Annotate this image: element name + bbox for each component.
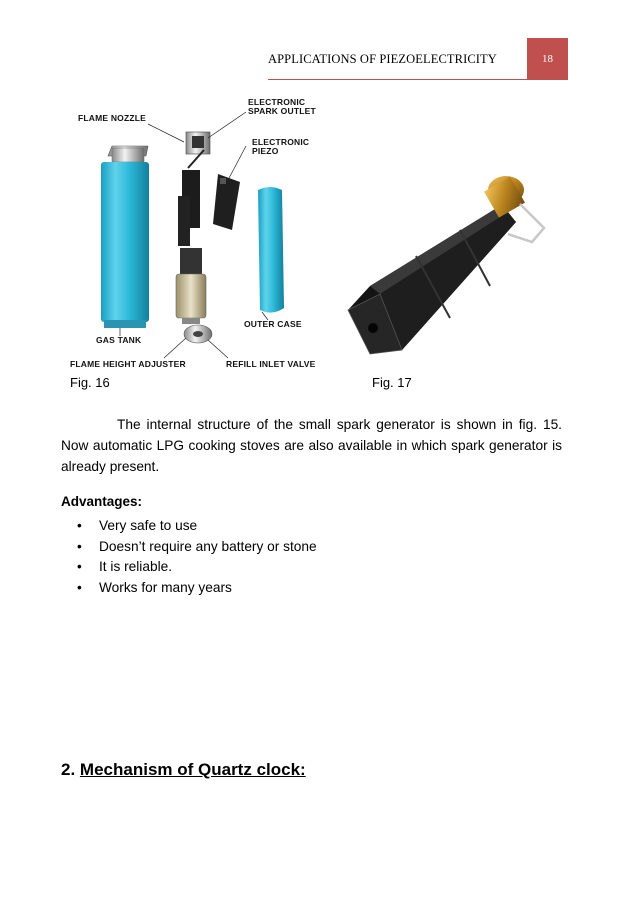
page-number: 18 bbox=[542, 53, 553, 65]
label-piezo-line1: ELECTRONIC bbox=[252, 137, 310, 147]
electronic-piezo-part bbox=[213, 174, 240, 230]
running-header-title: APPLICATIONS OF PIEZOELECTRICITY bbox=[268, 52, 497, 66]
header-rule bbox=[268, 79, 527, 80]
spark-generator-illustration bbox=[340, 168, 556, 368]
body-paragraph-text: The internal structure of the small spark generator is shown in fig. 15. Now automatic LPG cooking stoves are also available in which spark generator is already present. bbox=[61, 417, 562, 474]
bullet-icon: • bbox=[77, 538, 82, 554]
list-item: • Doesn’t require any battery or stone bbox=[75, 537, 317, 558]
bullet-icon: • bbox=[77, 518, 82, 533]
bullet-icon: • bbox=[77, 579, 82, 595]
section-heading-quartz-clock bbox=[61, 760, 306, 780]
section-title: Mechanism of Quartz clock: bbox=[79, 760, 306, 779]
advantages-list bbox=[75, 516, 317, 598]
list-item: • It is reliable. bbox=[75, 557, 317, 578]
figure-16-lighter-diagram bbox=[68, 90, 330, 372]
advantages-heading: Advantages: bbox=[61, 494, 143, 509]
list-item: • Works for many years bbox=[75, 578, 317, 599]
outer-case-part bbox=[258, 187, 284, 313]
label-refill-inlet-valve: REFILL INLET VALVE bbox=[226, 359, 316, 369]
label-spark-outlet-line1: ELECTRONIC bbox=[248, 97, 306, 107]
assembled-lighter bbox=[101, 146, 149, 328]
section-number: 2. bbox=[61, 760, 76, 779]
bullet-icon: • bbox=[77, 559, 82, 574]
gas-valve-part bbox=[176, 248, 206, 324]
flame-nozzle-part bbox=[186, 132, 210, 154]
label-flame-nozzle: FLAME NOZZLE bbox=[78, 113, 147, 123]
label-outer-case: OUTER CASE bbox=[244, 319, 302, 329]
body-paragraph bbox=[61, 414, 562, 477]
refill-inlet-valve-part bbox=[184, 325, 212, 343]
ignition-column bbox=[178, 150, 204, 246]
page-number-badge bbox=[527, 38, 568, 80]
label-spark-outlet-line2: SPARK OUTLET bbox=[248, 106, 316, 116]
lighter-exploded-illustration bbox=[68, 90, 330, 372]
figure-17-caption: Fig. 17 bbox=[372, 375, 412, 390]
list-item: • Very safe to use bbox=[75, 516, 317, 537]
label-flame-height-adjuster: FLAME HEIGHT ADJUSTER bbox=[70, 359, 186, 369]
figure-17-spark-generator-photo bbox=[340, 168, 556, 368]
label-piezo-line2: PIEZO bbox=[252, 146, 279, 156]
figure-16-caption: Fig. 16 bbox=[70, 375, 110, 390]
label-gas-tank: GAS TANK bbox=[96, 335, 142, 345]
